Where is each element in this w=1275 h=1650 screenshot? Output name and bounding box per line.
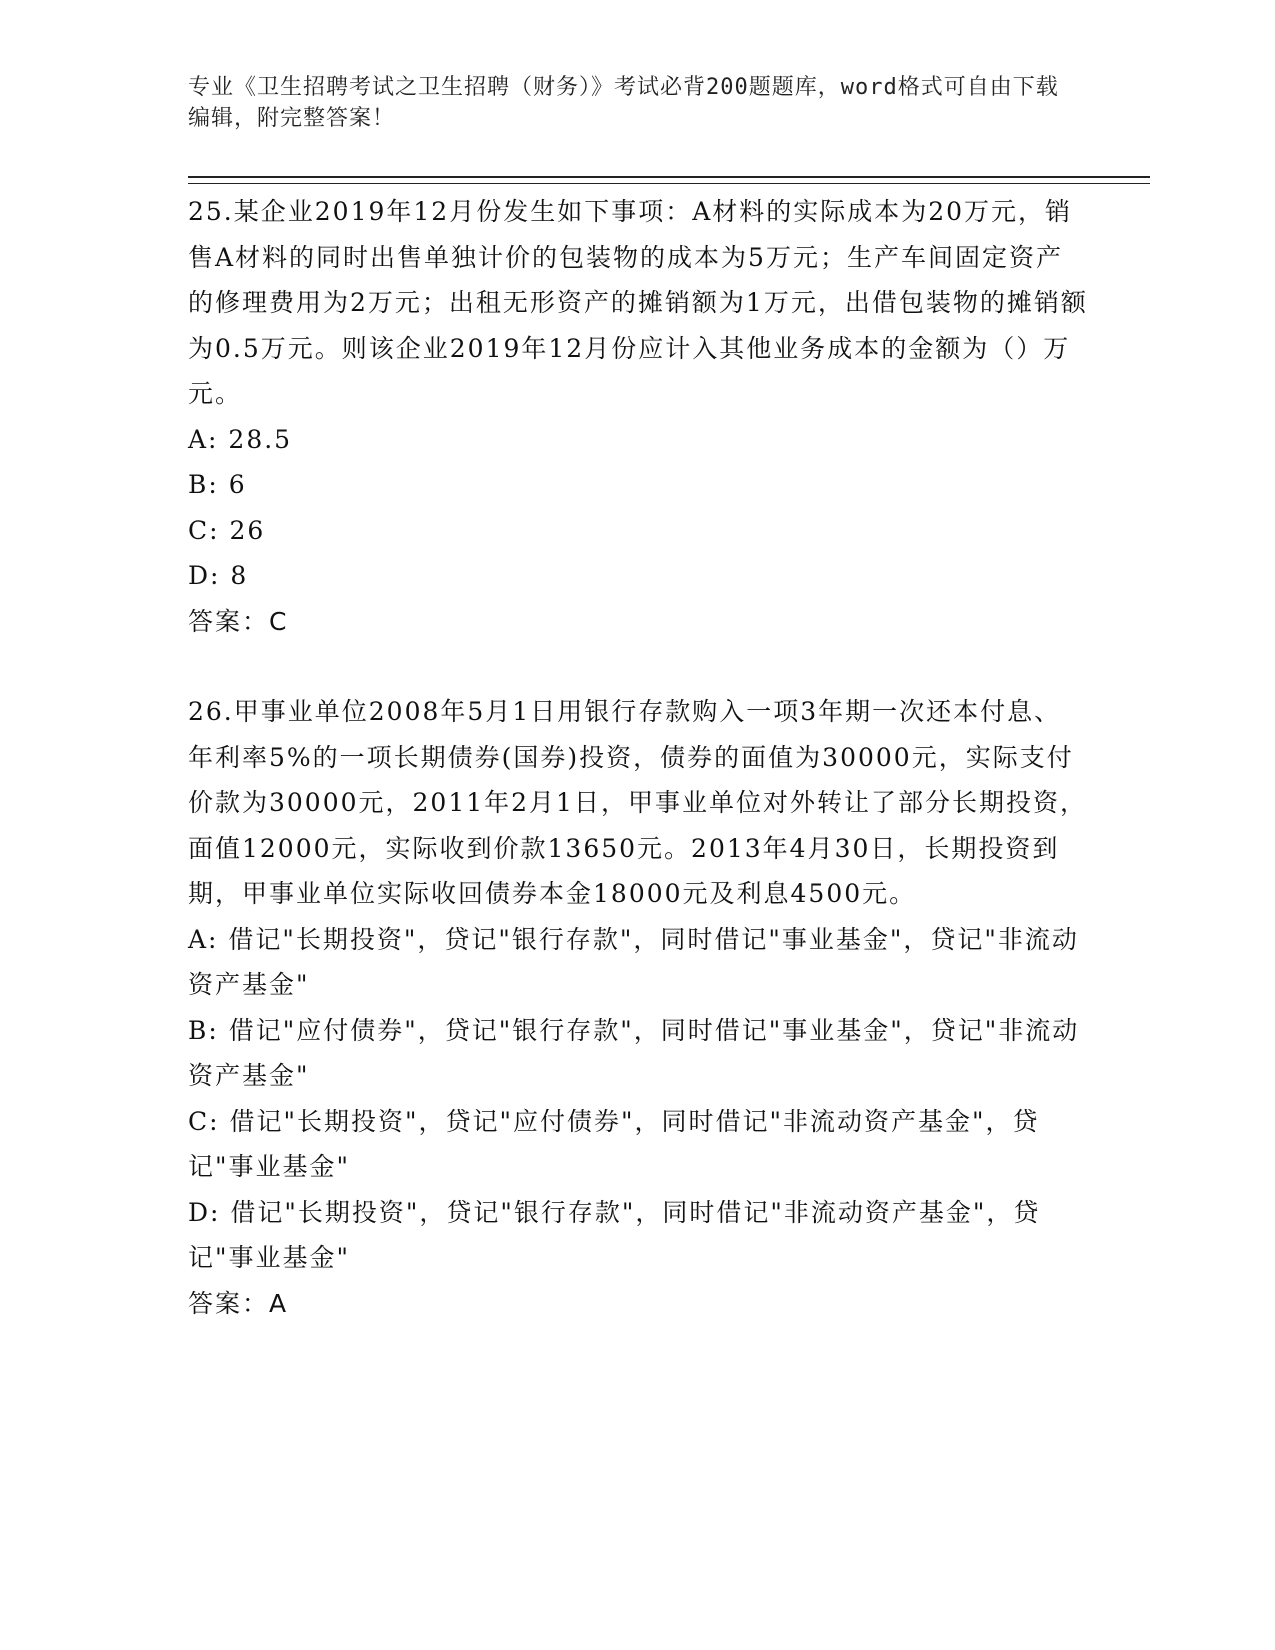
question-26 <box>188 689 1088 1326</box>
option-b: B: 6 <box>188 470 247 499</box>
answer: 答案：C <box>188 606 289 636</box>
page-header: 专业《卫生招聘考试之卫生招聘（财务）》考试必背200题题库，word格式可自由下载编辑，附完整答案！ <box>188 75 1059 131</box>
option-a: A: 28.5 <box>188 424 293 454</box>
header-rule-thick <box>188 176 1150 178</box>
question-25 <box>188 189 1088 644</box>
option-c: C: 26 <box>188 515 266 545</box>
question-stem: 26.甲事业单位2008年5月1日用银行存款购入一项3年期一次还本付息、年利率5%的一项长期债券(国券)投资，债券的面值为30000元，实际支付价款为30000元，2011年2月1日，甲事业单位对外转让了部分长期投资，面值12000元，实际收到价款13650元。2013年4月30日，长期投资到期，甲事业单位实际收回债券本金18000元及利息4500元。 <box>188 697 1087 908</box>
option-d: D: 8 <box>188 561 249 590</box>
header-rule-thin <box>188 183 1150 184</box>
answer: 答案：A <box>188 1288 289 1318</box>
question-stem: 25.某企业2019年12月份发生如下事项：A材料的实际成本为20万元，销售A材料的同时出售单独计价的包装物的成本为5万元；生产车间固定资产的修理费用为2万元；出租无形资产的摊销额为1万元，出借包装物的摊销额为0.5万元。则该企业2019年12月份应计入其他业务成本的金额为（）万元。 <box>188 197 1088 408</box>
option-a: A: 借记"长期投资"，贷记"银行存款"，同时借记"事业基金"，贷记"非流动资产基金" <box>188 924 1079 999</box>
option-c: C: 借记"长期投资"，贷记"应付债券"，同时借记"非流动资产基金"，贷记"事业基金" <box>188 1106 1040 1181</box>
option-b: B: 借记"应付债券"，贷记"银行存款"，同时借记"事业基金"，贷记"非流动资产基金" <box>188 1015 1080 1090</box>
option-d: D: 借记"长期投资"，贷记"银行存款"，同时借记"非流动资产基金"，贷记"事业基金" <box>188 1197 1041 1272</box>
